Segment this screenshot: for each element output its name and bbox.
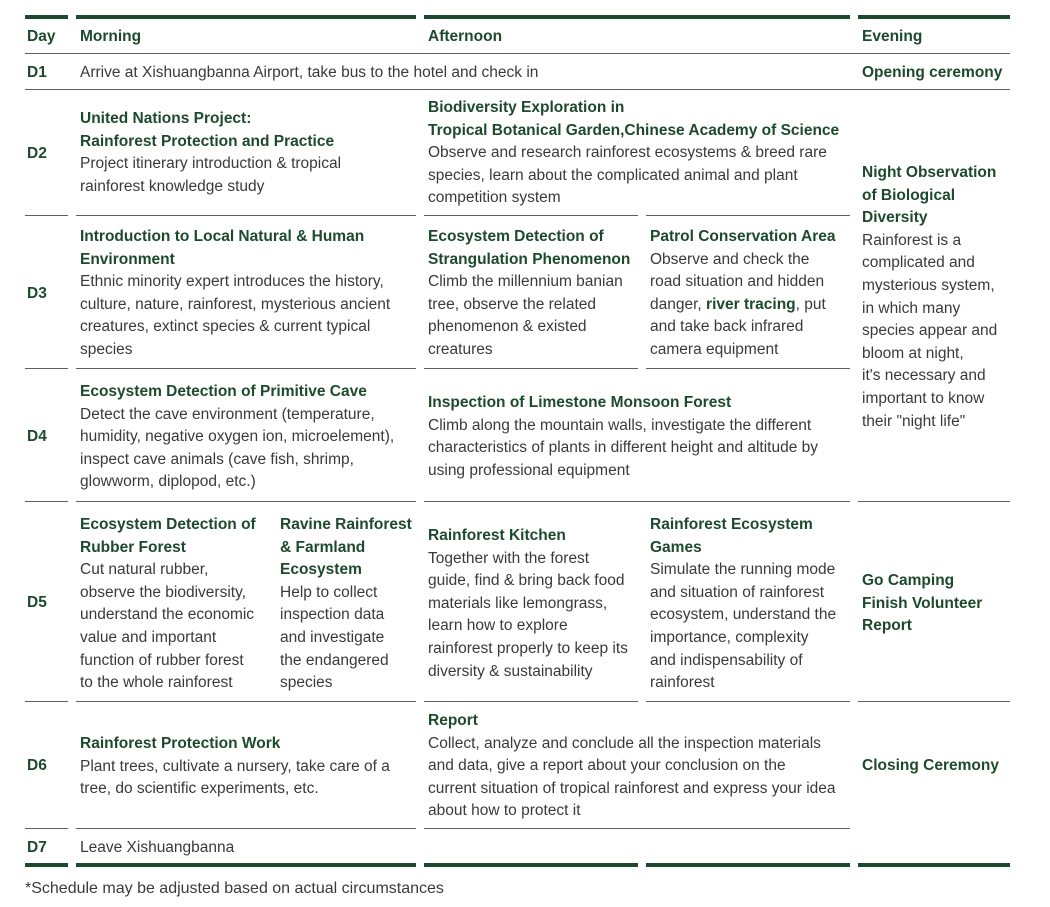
d3-morning-block — [80, 226, 414, 362]
d6-afternoon-desc: Collect, analyze and conclude all the inspection materials and data, give a report about your conclusion on the current situation of tropical rainforest and express your idea about how to protect it — [428, 734, 836, 820]
d3-river-tracing: river tracing — [706, 295, 796, 313]
d5-bottom-rule-evening — [858, 701, 1010, 702]
evening-night-observation-desc: Rainforest is a complicated and mysterious system, in which many species appear and bloom at night, it's necessary and important to know their "night life" — [862, 231, 998, 430]
d4-bottom-rule-day — [25, 501, 68, 502]
d3-bottom-rule-afternoon2 — [646, 368, 850, 369]
d3-afternoon1-block — [428, 226, 640, 362]
d4-bottom-rule-morning — [76, 501, 416, 502]
d3-morning-desc: Ethnic minority expert introduces the history, culture, nature, rainforest, mysterious ancient creatures, extinct species & current typical species — [80, 273, 391, 358]
d3-afternoon1-title: Ecosystem Detection of Strangulation Phenomenon — [428, 228, 631, 268]
d5-evening: Go Camping Finish Volunteer Report — [862, 572, 983, 635]
d3-afternoon2-desc-part-a: Observe and check the road situation and hidden danger, — [650, 250, 825, 313]
d6-morning-title: Rainforest Protection Work — [80, 735, 281, 752]
d4-bottom-rule-afternoon — [424, 501, 850, 502]
header-day: Day — [27, 28, 56, 45]
d5-morning1-block — [80, 514, 270, 695]
footer-rule-evening — [858, 863, 1010, 867]
d5-afternoon2-block — [650, 514, 850, 695]
d3-bottom-rule-morning — [76, 368, 416, 369]
d5-morning1-title: Ecosystem Detection of Rubber Forest — [80, 516, 256, 556]
header-afternoon: Afternoon — [428, 28, 503, 45]
d6-morning-desc: Plant trees, cultivate a nursery, take care of a tree, do scientific experiments, etc. — [80, 757, 390, 798]
d3-bottom-rule-afternoon1 — [424, 368, 638, 369]
footer-rule-day — [25, 863, 68, 867]
footer-rule-afternoon2 — [646, 863, 850, 867]
d3-afternoon2-desc-part-b: , put and take back infrared camera equipment — [650, 295, 826, 358]
header-top-rule-day — [25, 15, 68, 19]
footer-rule-morning — [76, 863, 416, 867]
header-top-rule-evening — [858, 15, 1010, 19]
d5-bottom-rule-afternoon2 — [646, 701, 850, 702]
d2-afternoon-title: Biodiversity Exploration in Tropical Botanical Garden,Chinese Academy of Science — [428, 99, 840, 139]
d5-afternoon1-desc: Together with the forest guide, find & bring back food materials like lemongrass, learn how to explore rainforest properly to keep its diversity & sustainability — [428, 549, 628, 680]
day-label-d2: D2 — [27, 145, 47, 162]
d5-morning2-title: Ravine Rainforest & Farmland Ecosystem — [280, 516, 412, 579]
d1-activity: Arrive at Xishuangbanna Airport, take bus to the hotel and check in — [80, 64, 539, 81]
d1-evening: Opening ceremony — [862, 64, 1003, 81]
d5-evening-block — [862, 570, 1010, 638]
d2-morning-desc: Project itinerary introduction & tropical rainforest knowledge study — [80, 155, 342, 195]
day-label-d3: D3 — [27, 285, 47, 302]
header-bottom-rule — [25, 53, 1010, 54]
day-label-d4: D4 — [27, 428, 47, 445]
d5-bottom-rule-afternoon1 — [424, 701, 638, 702]
d3-afternoon2-title: Patrol Conservation Area — [650, 228, 836, 245]
day-label-d7: D7 — [27, 839, 47, 856]
d6-evening: Closing Ceremony — [862, 757, 999, 774]
d6-morning-block — [80, 733, 414, 801]
header-top-rule-afternoon — [424, 15, 850, 19]
d5-afternoon2-desc: Simulate the running mode and situation of rainforest ecosystem, understand the importance, complexity and indispensability of rainforest — [650, 561, 837, 692]
schedule-footnote: *Schedule may be adjusted based on actual circumstances — [25, 880, 444, 897]
d4-morning-block — [80, 381, 414, 494]
d4-bottom-rule-evening — [858, 501, 1010, 502]
d4-morning-desc: Detect the cave environment (temperature, humidity, negative oxygen ion, microelement), inspect cave animals (cave fish, shrimp, glowworm, diplopod, etc.) — [80, 405, 395, 491]
d5-morning2-block — [280, 514, 416, 695]
d1-bottom-rule — [25, 89, 1010, 90]
evening-night-observation-block — [862, 162, 1010, 433]
d5-bottom-rule-morning — [76, 701, 416, 702]
d6-afternoon-title: Report — [428, 712, 478, 729]
d5-afternoon1-block — [428, 525, 642, 683]
d7-activity: Leave Xishuangbanna — [80, 839, 235, 856]
d3-afternoon2-block — [650, 226, 850, 362]
d2-bottom-rule-afternoon2 — [646, 215, 850, 216]
d2-afternoon-block — [428, 97, 848, 210]
d5-afternoon1-title: Rainforest Kitchen — [428, 527, 566, 544]
d4-afternoon-title: Inspection of Limestone Monsoon Forest — [428, 394, 732, 411]
day-label-d1: D1 — [27, 64, 47, 81]
d5-morning1-desc: Cut natural rubber, observe the biodiversity, understand the economic value and important function of rubber forest to the whole rainforest — [80, 561, 255, 692]
d5-bottom-rule-day — [25, 701, 68, 702]
d2-bottom-rule-afternoon1 — [424, 215, 638, 216]
d2-bottom-rule-morning — [76, 215, 416, 216]
d4-afternoon-block — [428, 392, 848, 482]
d6-afternoon-block — [428, 710, 850, 823]
d3-afternoon2-desc — [650, 249, 850, 362]
d6-bottom-rule-morning — [76, 828, 416, 829]
d6-bottom-rule-afternoon — [424, 828, 850, 829]
d3-morning-title: Introduction to Local Natural & Human Environment — [80, 228, 365, 268]
d3-afternoon1-desc: Climb the millennium banian tree, observe the related phenomenon & existed creatures — [428, 273, 623, 358]
d2-morning-block — [80, 108, 410, 198]
d4-morning-title: Ecosystem Detection of Primitive Cave — [80, 383, 367, 400]
header-top-rule-morning — [76, 15, 416, 19]
day-label-d5: D5 — [27, 594, 47, 611]
header-morning: Morning — [80, 28, 142, 45]
footer-rule-afternoon1 — [424, 863, 638, 867]
day-label-d6: D6 — [27, 757, 47, 774]
d5-afternoon2-title: Rainforest Ecosystem Games — [650, 516, 813, 556]
evening-night-observation-title: Night Observation of Biological Diversity — [862, 164, 997, 227]
d2-morning-title: United Nations Project: Rainforest Protection and Practice — [80, 110, 335, 150]
d2-bottom-rule-day — [25, 215, 68, 216]
d3-bottom-rule-day — [25, 368, 68, 369]
header-evening: Evening — [862, 28, 923, 45]
d5-morning2-desc: Help to collect inspection data and investigate the endangered species — [280, 583, 389, 692]
d4-afternoon-desc: Climb along the mountain walls, investigate the different characteristics of plants in different height and altitude by using professional equipment — [428, 416, 819, 479]
d6-bottom-rule-day — [25, 828, 68, 829]
d2-afternoon-desc: Observe and research rainforest ecosystems & breed rare species, learn about the complicated animal and plant competition system — [428, 144, 827, 207]
